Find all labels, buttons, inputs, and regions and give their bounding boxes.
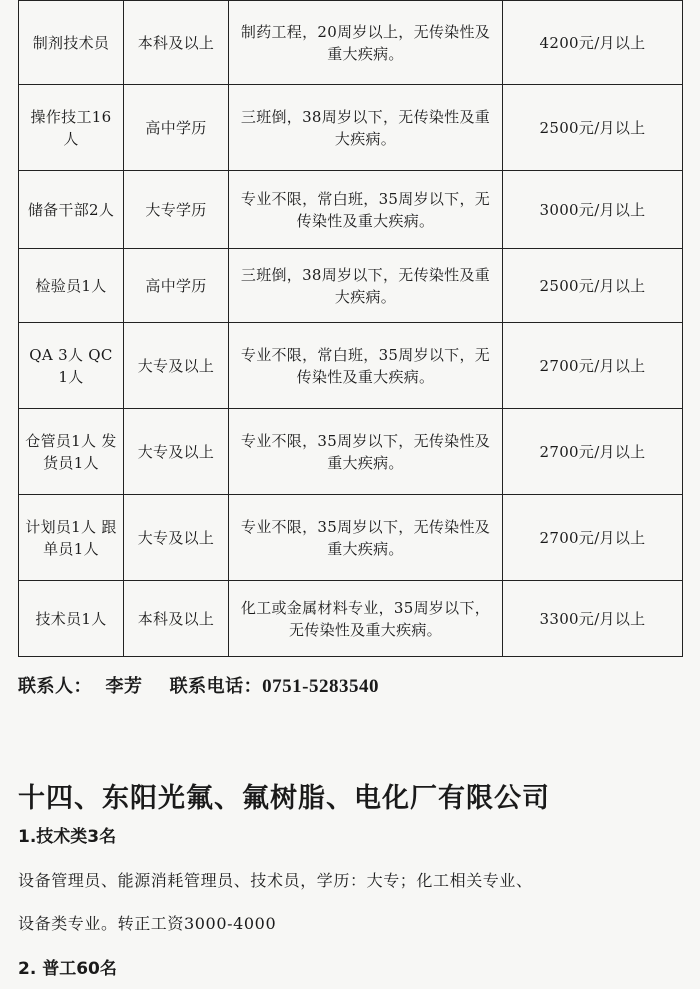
table-row — [19, 495, 683, 581]
education-text: 大专及以上 — [137, 528, 215, 547]
salary-cell — [503, 249, 683, 323]
position-text: 技术员1人 — [35, 609, 107, 628]
education-cell — [124, 1, 229, 85]
requirement-text: 专业不限，35周岁以下，无传染性及重大疾病。 — [240, 431, 491, 472]
position-cell — [19, 581, 124, 657]
requirement-text: 专业不限，常白班，35周岁以下，无传染性及重大疾病。 — [240, 189, 491, 230]
table-row — [19, 249, 683, 323]
requirement-cell — [229, 581, 503, 657]
position-cell — [19, 495, 124, 581]
job-table — [18, 0, 683, 657]
requirement-text: 三班倒，38周岁以下，无传染性及重大疾病。 — [240, 265, 491, 306]
position-cell — [19, 409, 124, 495]
requirement-text: 三班倒，38周岁以下，无传染性及重大疾病。 — [240, 107, 491, 148]
company-title: 十四、东阳光氟、氟树脂、电化厂有限公司 — [18, 783, 550, 814]
salary-text: 2700元/月以上 — [539, 528, 646, 547]
phone-label: 联系电话： — [169, 676, 263, 697]
requirement-cell — [229, 249, 503, 323]
position-text: 计划员1人 跟单员1人 — [25, 517, 117, 558]
requirement-text: 专业不限，常白班，35周岁以下，无传染性及重大疾病。 — [240, 345, 491, 386]
requirement-text: 制药工程，20周岁以上，无传染性及重大疾病。 — [240, 22, 491, 63]
table-row — [19, 85, 683, 171]
education-cell — [124, 495, 229, 581]
salary-text: 2700元/月以上 — [539, 442, 646, 461]
worker-heading: 2. 普工60名 — [18, 959, 117, 979]
requirement-text: 化工或金属材料专业，35周岁以下，无传染性及重大疾病。 — [240, 598, 491, 639]
position-cell — [19, 249, 124, 323]
salary-cell — [503, 409, 683, 495]
salary-cell — [503, 1, 683, 85]
salary-text: 2500元/月以上 — [539, 276, 646, 295]
table-row — [19, 323, 683, 409]
education-text: 本科及以上 — [137, 33, 215, 52]
requirement-text: 专业不限，35周岁以下，无传染性及重大疾病。 — [240, 517, 491, 558]
education-cell — [124, 409, 229, 495]
requirement-cell — [229, 1, 503, 85]
table-row — [19, 409, 683, 495]
phone-number: 0751-5283540 — [262, 676, 379, 697]
education-text: 大专及以上 — [137, 442, 215, 461]
position-cell — [19, 323, 124, 409]
salary-text: 2700元/月以上 — [539, 356, 646, 375]
position-cell — [19, 85, 124, 171]
education-text: 大专及以上 — [137, 356, 215, 375]
position-text: 检验员1人 — [35, 276, 107, 295]
salary-text: 3000元/月以上 — [539, 200, 646, 219]
education-text: 本科及以上 — [137, 609, 215, 628]
education-cell — [124, 171, 229, 249]
tech-description-line1: 设备管理员、能源消耗管理员、技术员，学历：大专；化工相关专业、 — [18, 871, 533, 890]
contact-line — [18, 672, 379, 698]
contact-name: 李芳 — [105, 676, 143, 697]
contact-label: 联系人： — [18, 676, 92, 697]
salary-text: 4200元/月以上 — [539, 33, 646, 52]
education-text: 大专学历 — [145, 200, 207, 219]
table-row — [19, 1, 683, 85]
position-cell — [19, 171, 124, 249]
requirement-cell — [229, 171, 503, 249]
education-text: 高中学历 — [145, 118, 207, 137]
position-text: 仓管员1人 发货员1人 — [25, 431, 117, 472]
salary-cell — [503, 495, 683, 581]
education-cell — [124, 581, 229, 657]
requirement-cell — [229, 495, 503, 581]
salary-cell — [503, 85, 683, 171]
education-cell — [124, 323, 229, 409]
requirement-cell — [229, 85, 503, 171]
salary-cell — [503, 171, 683, 249]
education-cell — [124, 249, 229, 323]
position-text: 操作技工16人 — [30, 107, 112, 148]
salary-cell — [503, 581, 683, 657]
position-text: 储备干部2人 — [27, 200, 115, 219]
salary-cell — [503, 323, 683, 409]
tech-description-line2: 设备类专业。转正工资3000-4000 — [18, 914, 277, 933]
education-text: 高中学历 — [145, 276, 207, 295]
requirement-cell — [229, 323, 503, 409]
table-row — [19, 581, 683, 657]
table-row — [19, 171, 683, 249]
requirement-cell — [229, 409, 503, 495]
salary-text: 2500元/月以上 — [539, 118, 646, 137]
position-text: QA 3人 QC 1人 — [29, 345, 113, 386]
education-cell — [124, 85, 229, 171]
tech-heading: 1.技术类3名 — [18, 827, 117, 847]
position-cell — [19, 1, 124, 85]
position-text: 制剂技术员 — [32, 33, 110, 52]
salary-text: 3300元/月以上 — [539, 609, 646, 628]
